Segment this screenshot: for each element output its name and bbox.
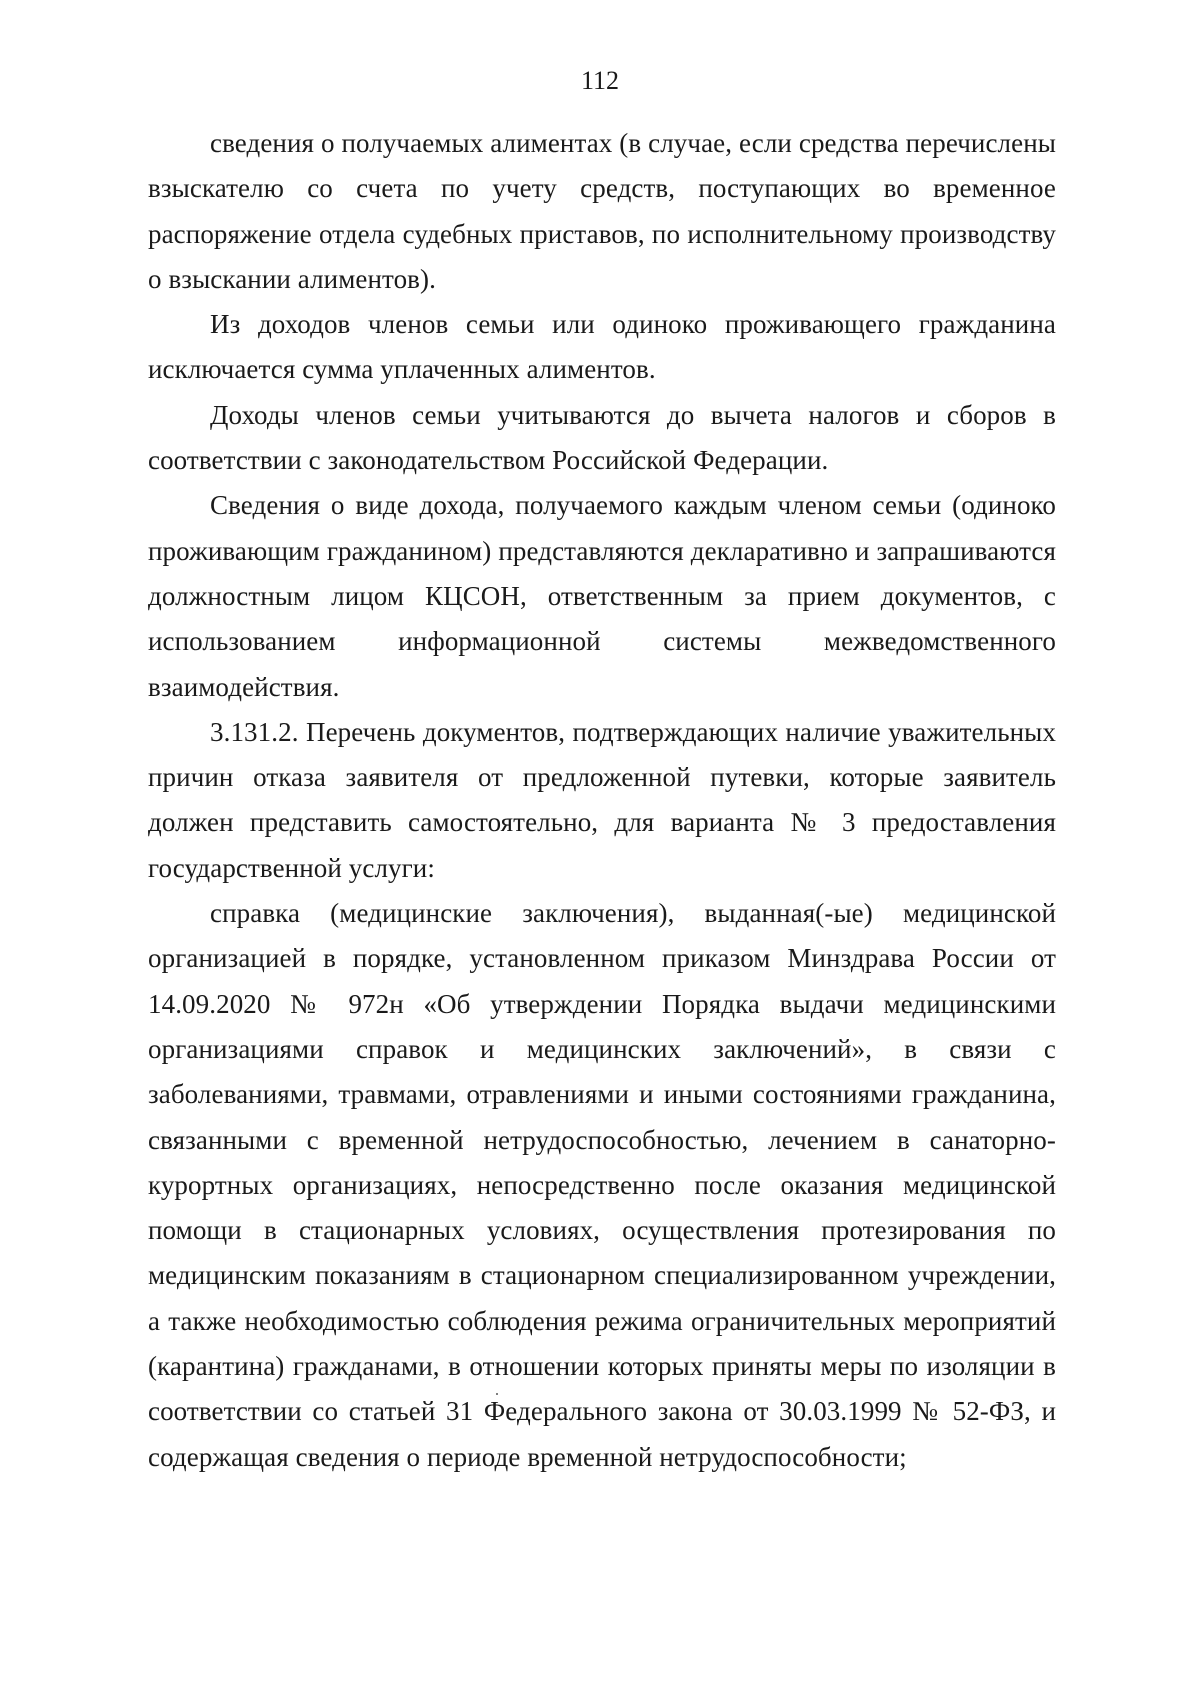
paragraph-income-before-tax: Доходы членов семьи учитываются до вычета налогов и сборов в соответствии с законодательством Российской Федерации. — [148, 399, 1056, 476]
page-number: 112 — [580, 66, 620, 95]
document-body — [148, 121, 1056, 1480]
scan-speck — [496, 1393, 498, 1395]
paragraph-income-type-info: Сведения о виде дохода, получаемого каждым членом семьи (одиноко проживающим гражданином) представляются декларативно и запрашиваются должностным лицом КЦСОН, ответственным за прием документов, с использованием информационной системы межведомственного взаимодействия. — [148, 490, 1056, 702]
paragraph-medical-certificate: справка (медицинские заключения), выданная(-ые) медицинской организацией в порядке, установленном приказом Минздрава России от 14.09.2020 № 972н «Об утверждении Порядка выдачи медицинскими организациями справок и медицинских заключений», в связи с заболеваниями, травмами, отравлениями и иными состояниями гражданина, связанными с временной нетрудоспособностью, лечением в санаторно-курортных организациях, непосредственно после оказания медицинской помощи в стационарных условиях, осуществления протезирования по медицинским показаниям в стационарном специализированном учреждении, а также необходимостью соблюдения режима ограничительных мероприятий (карантина) гражданами, в отношении которых приняты меры по изоляции в соответствии со статьей 31 Федерального закона от 30.03.1999 № 52-ФЗ, и содержащая сведения о периоде временной нетрудоспособности; — [148, 898, 1056, 1472]
paragraph-alimony-exclusion: Из доходов членов семьи или одиноко проживающего гражданина исключается сумма уплаченных алиментов. — [148, 309, 1056, 385]
paragraph-alimony-info: сведения о получаемых алиментах (в случае, если средства перечислены взыскателю со счета по учету средств, поступающих во временное распоряжение отдела судебных приставов, по исполнительному производству о взыскании алиментов). — [148, 128, 1056, 294]
paragraph-section-3-131-2: 3.131.2. Перечень документов, подтверждающих наличие уважительных причин отказа заявителя от предложенной путевки, которые заявитель должен представить самостоятельно, для варианта № 3 предоставления государственной услуги: — [148, 716, 1056, 883]
